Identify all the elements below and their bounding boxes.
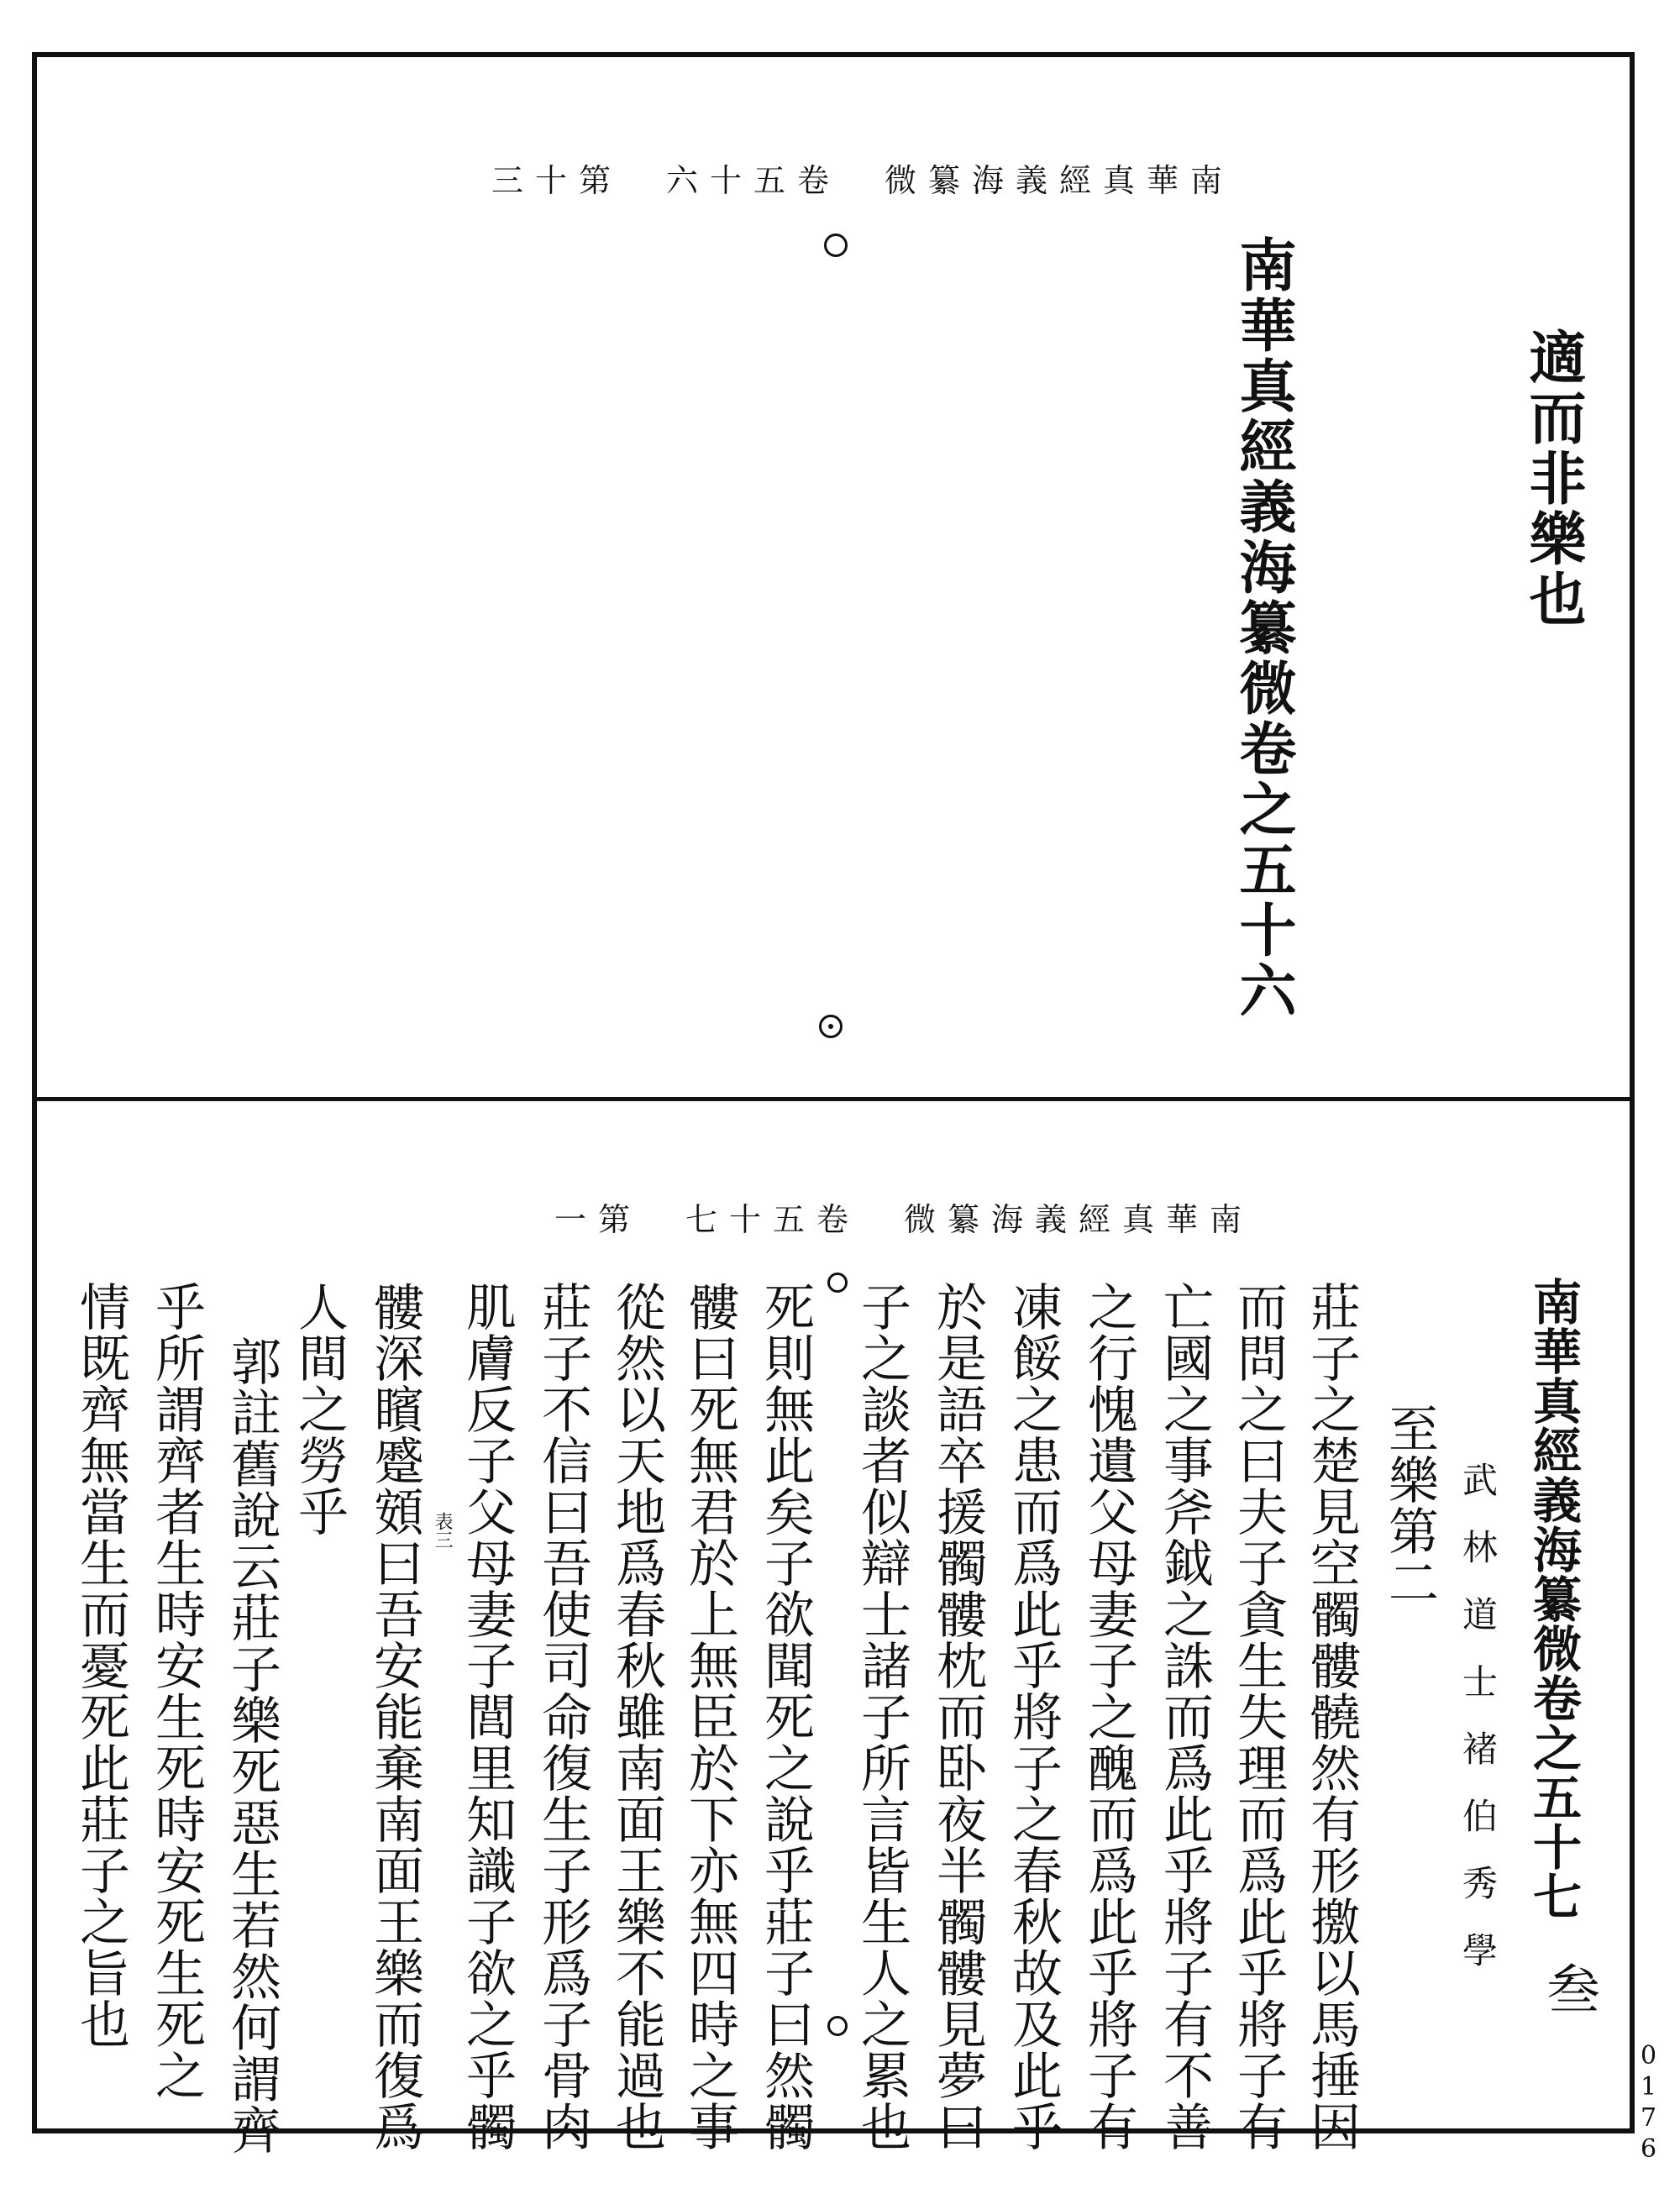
top-closing-line: 適而非樂也 — [1520, 328, 1587, 630]
page-divider — [32, 1097, 1635, 1101]
bottom-volume-title: 南華真經義海纂微卷之五十七 — [1525, 1277, 1582, 1921]
text-column-3: 亡國之事斧鉞之誅而爲此乎將子有不善 — [1155, 1281, 1214, 2152]
top-running-header-text: 南華真經義海纂微 卷五十六 第十三 — [491, 162, 1235, 199]
chapter-heading: 至樂第二 — [1380, 1403, 1439, 1608]
author-byline: 武林道士褚伯秀學 — [1457, 1462, 1499, 1999]
text-column-2: 而問之曰夫子貪生失理而爲此乎將子有 — [1229, 1281, 1288, 2152]
volume-mark: 叁 — [1537, 1961, 1599, 2015]
text-column-1: 莊子之楚見空髑髏髐然有形撽以馬捶因 — [1302, 1281, 1361, 2152]
page-number — [1634, 2041, 1663, 2171]
top-running-header — [491, 164, 1234, 197]
text-column-4: 之行愧遺父母妻子之醜而爲此乎將子有 — [1079, 1281, 1138, 2152]
small-note: 表三 — [432, 1512, 453, 1549]
text-column-6: 於是語卒援髑髏枕而卧夜半髑髏見夢曰 — [928, 1281, 987, 2152]
top-ornament-dot-circle — [819, 1015, 843, 1038]
commentary-column-2: 乎所謂齊者生時安生死時安死生死之 — [147, 1281, 206, 2101]
text-column-12: 肌膚反子父母妻子閭里知識子欲之乎髑 — [458, 1281, 517, 2152]
bottom-running-header-text: 南華真經義海纂微 卷五十七 第一 — [554, 1201, 1254, 1238]
text-column-14: 人間之勞乎 — [290, 1281, 349, 1537]
text-column-7: 子之談者似辯士諸子所言皆生人之累也 — [853, 1281, 911, 2152]
text-column-10: 從然以天地爲春秋雖南面王樂不能過也 — [607, 1281, 666, 2152]
top-ornament-circle — [824, 234, 848, 257]
column-bottom-circle — [827, 2016, 848, 2036]
text-column-11: 莊子不信曰吾使司命復生子形爲子骨肉 — [533, 1281, 592, 2152]
text-column-8: 死則無此矣子欲聞死之說乎莊子曰然髑 — [756, 1281, 815, 2152]
column-top-circle — [827, 1273, 848, 1293]
text-column-9: 髏曰死無君於上無臣於下亦無四時之事 — [680, 1281, 739, 2152]
commentary-column-3: 情既齊無當生而憂死此莊子之旨也 — [71, 1281, 130, 2049]
text-column-13: 髏深矉蹙頞曰吾安能棄南面王樂而復爲 — [365, 1281, 424, 2152]
page-number-text: 0176 — [1634, 2041, 1663, 2165]
bottom-running-header — [554, 1203, 1253, 1236]
top-end-title: 南華真經義海纂微卷之五十六 — [1230, 235, 1297, 1021]
text-column-5: 凍餒之患而爲此乎將子之春秋故及此乎 — [1004, 1281, 1063, 2152]
commentary-column-1: 郭註舊說云莊子樂死惡生若然何謂齊 — [223, 1336, 281, 2155]
